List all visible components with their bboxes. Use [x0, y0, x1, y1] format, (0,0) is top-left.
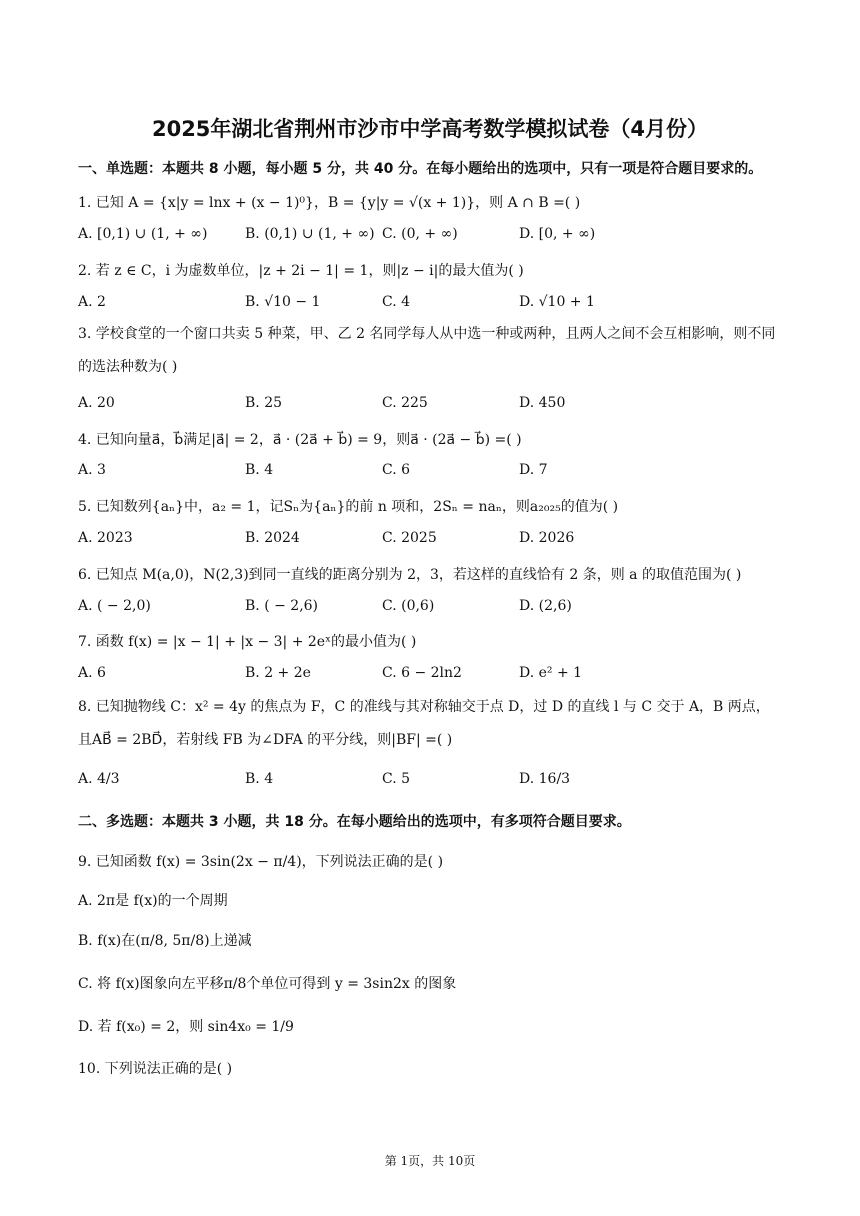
question-6-stem: 6. 已知点 M(a,0)，N(2,3)到同一直线的距离分别为 2，3，若这样的直线恰有 2 条，则 a 的取值范围为( ): [78, 567, 742, 583]
option-a: A. ( − 2,0): [78, 598, 151, 614]
option-a: A. 4/3: [78, 771, 120, 787]
question-2-stem: 2. 若 z ∈ C，i 为虚数单位，|z + 2i − 1| = 1，则|z − i|的最大值为( ): [78, 263, 524, 279]
question-9-stem: 9. 已知函数 f(x) = 3sin(2x − π/4)，下列说法正确的是( ): [78, 854, 444, 870]
option-c: C. (0, + ∞): [382, 226, 458, 242]
option-a: A. 20: [78, 395, 115, 411]
option-d: D. e² + 1: [519, 665, 583, 681]
option-d: D. 16/3: [519, 771, 571, 787]
question-8-stem: 8. 已知抛物线 C：x² = 4y 的焦点为 F，C 的准线与其对称轴交于点 D，过 D 的直线 l 与 C 交于 A，B 两点，且AB⃗ = 2BD⃗，若射线 FB 为∠DFA 的平分线，则|BF| =( ): [78, 699, 770, 748]
option-b: B. 2024: [245, 530, 300, 546]
option-c: C. 4: [382, 294, 411, 310]
question-7-stem: 7. 函数 f(x) = |x − 1| + |x − 3| + 2eˣ的最小值为( ): [78, 634, 417, 650]
section-heading-multiple-choice: 二、多选题：本题共 3 小题，共 18 分。在每小题给出的选项中，有多项符合题目要求。: [78, 814, 631, 830]
option-a: A. 2023: [78, 530, 133, 546]
option-b: B. (0,1) ∪ (1, + ∞): [245, 226, 375, 242]
question-10-stem: 10. 下列说法正确的是( ): [78, 1061, 233, 1077]
question-1-stem: 1. 已知 A = {x|y = lnx + (x − 1)⁰}，B = {y|y = √(x + 1)}，则 A ∩ B =( ): [78, 195, 581, 211]
option-d: D. 450: [519, 395, 566, 411]
option-b: B. 2 + 2e: [245, 665, 311, 681]
option-d: D. (2,6): [519, 598, 572, 614]
section-heading-single-choice: 一、单选题：本题共 8 小题，每小题 5 分，共 40 分。在每小题给出的选项中，只有一项是符合题目要求的。: [78, 161, 763, 177]
option-d: D. [0, + ∞): [519, 226, 596, 242]
question-3-stem: 3. 学校食堂的一个窗口共卖 5 种菜，甲、乙 2 名同学每人从中选一种或两种，且两人之间不会互相影响，则不同的选法种数为( ): [78, 326, 776, 375]
option-a: A. [0,1) ∪ (1, + ∞): [78, 226, 208, 242]
option-d: D. 7: [519, 462, 548, 478]
question-4-stem: 4. 已知向量a⃗，b⃗满足|a⃗| = 2，a⃗ · (2a⃗ + b⃗) = 9，则a⃗ · (2a⃗ − b⃗) =( ): [78, 432, 522, 448]
question-9-option-d: D. 若 f(x₀) = 2，则 sin4x₀ = 1/9: [78, 1019, 294, 1035]
question-9-option-a: A. 2π是 f(x)的一个周期: [78, 893, 228, 909]
option-c: C. (0,6): [382, 598, 435, 614]
option-a: A. 2: [78, 294, 106, 310]
option-d: D. 2026: [519, 530, 575, 546]
question-5-stem: 5. 已知数列{aₙ}中，a₂ = 1，记Sₙ为{aₙ}的前 n 项和，2Sₙ = naₙ，则a₂₀₂₅的值为( ): [78, 499, 619, 515]
option-a: A. 6: [78, 665, 106, 681]
option-a: A. 3: [78, 462, 106, 478]
option-c: C. 6: [382, 462, 411, 478]
option-c: C. 5: [382, 771, 411, 787]
option-b: B. √10 − 1: [245, 294, 321, 310]
question-9-option-c: C. 将 f(x)图象向左平移π/8个单位可得到 y = 3sin2x 的图象: [78, 976, 457, 992]
option-c: C. 225: [382, 395, 428, 411]
page-title: 2025年湖北省荆州市沙市中学高考数学模拟试卷（4月份）: [151, 117, 709, 141]
option-b: B. 4: [245, 771, 274, 787]
option-d: D. √10 + 1: [519, 294, 595, 310]
option-b: B. 4: [245, 462, 274, 478]
question-9-option-b: B. f(x)在(π/8, 5π/8)上递减: [78, 933, 252, 949]
option-c: C. 2025: [382, 530, 437, 546]
page-footer: 第 1页，共 10页: [384, 1154, 476, 1168]
option-b: B. ( − 2,6): [245, 598, 319, 614]
option-b: B. 25: [245, 395, 283, 411]
option-c: C. 6 − 2ln2: [382, 665, 462, 681]
